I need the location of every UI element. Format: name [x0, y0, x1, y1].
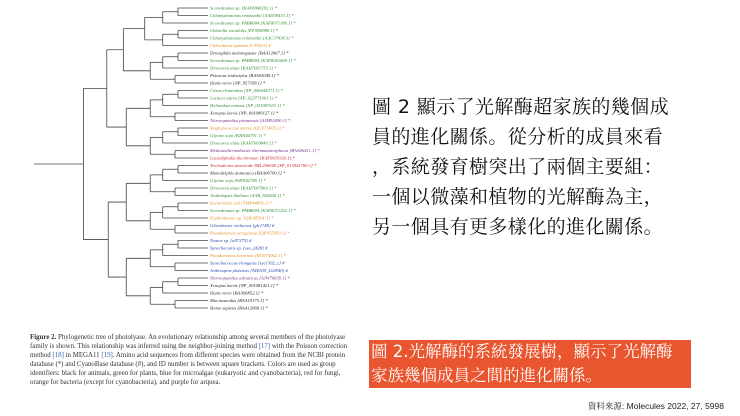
main-text-line: 一個以微藻和植物的光解酶為主， [372, 186, 664, 208]
tree-leaf-label: Scenedesmus sp. [KAF8068292.1] * [210, 5, 277, 11]
main-text-line: 另一個具有更多樣化的進化關係。 [372, 216, 664, 238]
tree-leaf-label: Scenedesmus sp. PABB004 [KAF8071386.1] * [210, 20, 296, 26]
tree-leaf-label: Pseudomonas aeruginosa [QPV55950.1] * [210, 230, 290, 236]
tree-leaf-label: Pseudomonas koreensis [RVD74962.1] * [210, 253, 286, 259]
tree-leaf-label: Gloeobacter violaceus [glr1749] # [210, 223, 275, 229]
tree-leaf-label: Helianthus annuus [XP_021987631.1] * [210, 103, 285, 109]
tree-leaf-label: Drosophila melanogaster [BAA12067.1] * [210, 50, 289, 56]
figure-caption-ref-1[interactable]: [17] [258, 343, 271, 350]
tree-leaf-label: Nitrosopumilus adriaticus [AJW70659.1] * [210, 275, 290, 281]
tree-leaf-label: Xenopus laevis [NP_001089127.1] * [210, 110, 279, 116]
main-text-line: 圖 2 顯示了光解酶超家族的幾個成 [372, 96, 669, 118]
tree-leaf-label: Dioscorea alata [KAH7669840.1] * [210, 140, 277, 146]
figure-caption-text-4: . Amino acid sequences from different species were obtained from the NCBI protein database (*) and CyanoBase database (#), and ID number is between square brackets. Colors are used as group identifiers: black for animals, green for plants, blue for microalgae (eukaryotic and cyanobacteria), red for fungi, orange for bacteria (except for cyanobacteria), and purple for arquea. [30, 352, 346, 386]
tree-leaf-label: Chlamydomonas reinhardtii [AAD39433.1] * [210, 13, 294, 19]
tree-leaf-label: Chlorobium tepidum [CT0511] # [210, 43, 271, 49]
tree-leaf-label: Homo sapiens [BAA12068.1] * [210, 305, 268, 311]
phylogenetic-tree [0, 0, 362, 330]
figure-caption-text-1: Phylogenetic tree of photolyase. An evolutionary relationship among several members of the photolyase family is shown. This relationship was inferred using the neighbor-joining method [30, 334, 346, 350]
tree-leaf-label: Staphylococcus aureus [QCV75605.1] * [210, 125, 285, 131]
tree-leaf-label: Danio rerio [NP_957358.1] * [210, 80, 266, 86]
figure-caption-text-2: with the Poisson correction method [30, 343, 348, 359]
tree-leaf-label: Chlamydomonas reinhardtii [AAC37438.3] * [210, 35, 294, 41]
figure-caption-ref-2[interactable]: [18] [52, 352, 64, 359]
tree-leaf-label: Scenedesmus sp. PABB004 [KAF8071252.1] * [210, 208, 296, 214]
tree-leaf-label: Arabidopsis thaliana [AAB_582606.1] * [210, 193, 285, 199]
tree-leaf-label: Xenopus laevis [NP_001081421.1] * [210, 283, 279, 289]
tree-leaf-label: Nitrosopumilus piranensis [AJM92490.1] * [210, 118, 291, 124]
red-caption-line: 家族幾個成員之間的進化關係。 [371, 366, 602, 385]
figure-caption-ref-3[interactable]: [19] [101, 352, 113, 359]
tree-leaf-label: Chlorella variabilis [EFN58989.1] * [210, 28, 278, 34]
phylogenetic-tree-figure [0, 0, 362, 416]
red-caption-box [369, 340, 691, 388]
tree-leaf-label: Glycine soja [KHN42785.1] * [210, 178, 266, 184]
tree-leaf-label: Lasiodiplodia theobromae [KAF9639326.1] * [210, 155, 295, 161]
tree-leaf-label: Mus musculus [BAA19175.1] * [210, 298, 268, 304]
red-caption-line: 圖 2.光解酶的系統發展樹，顯示了光解酶 [371, 342, 673, 361]
tree-leaf-label: Lactuca sativa [XP_023771061.1] * [210, 95, 278, 101]
tree-leaf-label: Monodelphis domestica [BAA06700.1] * [210, 170, 286, 176]
main-text-line: ，系統發育樹突出了兩個主要組： [372, 156, 664, 178]
figure-caption-text-3: in MEGA11 [63, 352, 102, 359]
tree-leaf-label: Dioscorea alata [KAH7681755.1] * [210, 65, 277, 71]
main-text-line: 員的進化關係。從分析的成員來看 [372, 126, 664, 148]
tree-leaf-label: Trichoderma atroviride IMI 206040 [XP_013941780.1] * [210, 163, 317, 169]
tree-leaf-label: Glycine soja [KHN44791.1] * [210, 133, 266, 139]
figure-caption [30, 333, 358, 387]
tree-leaf-label: Erythrobacter sp. [QIG85301.1] * [210, 215, 274, 221]
tree-leaf-label: Dioscorea alata [KAH7687660.1] * [210, 185, 277, 191]
main-description [372, 92, 732, 242]
tree-leaf-label: Scenedesmus sp. PABB004 [KAF8061669.1] * [210, 58, 296, 64]
tree-leaf-label: Danio rerio [BAA96852.1] * [210, 290, 264, 296]
tree-leaf-label: Methanothermobacter thermautotrophicus [BAA06411.1] * [210, 148, 320, 154]
tree-leaf-label: Synechococcus elongatus [syc1392_c] # [210, 260, 285, 266]
tree-leaf-label: Synechocystis sp. [sso_2428] # [210, 245, 268, 251]
tree-leaf-label: Nostoc sp. [all7275] # [210, 238, 252, 244]
tree-leaf-label: Arthrospira platensis [NIES39_L02940] # [210, 268, 288, 274]
source-citation: 資料來源: Molecules 2022, 27, 5998 [587, 401, 724, 411]
tree-leaf-label: Potorous tridactylus [BAA05049.1] * [210, 73, 279, 79]
figure-caption-label: Figure 2. [30, 334, 57, 341]
tree-leaf-label: Escherichia coli [TMP44876.1] * [210, 200, 273, 206]
tree-leaf-label: Citrus clementina [XP_006444371.1] * [210, 88, 283, 94]
